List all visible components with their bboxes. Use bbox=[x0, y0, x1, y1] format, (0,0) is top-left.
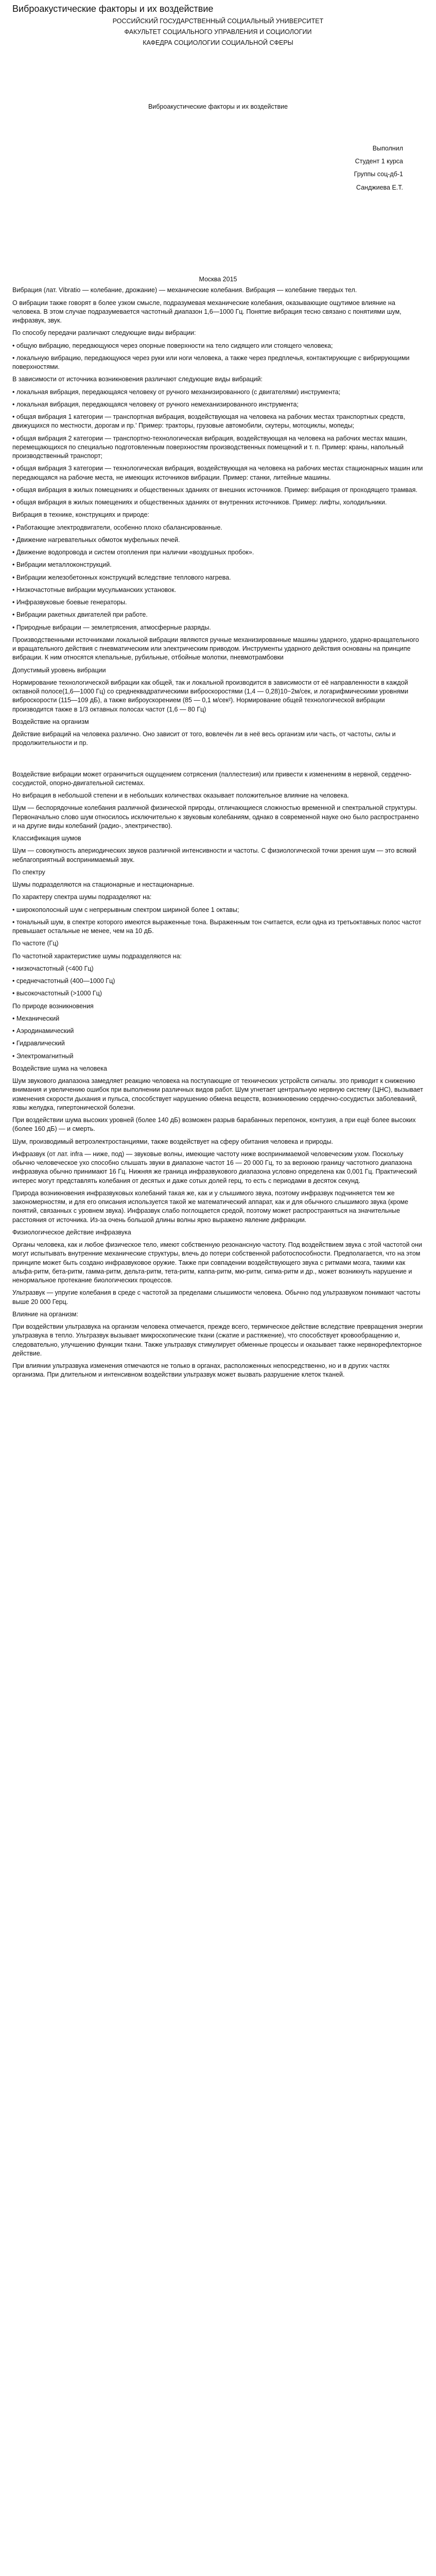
cover-header bbox=[12, 16, 424, 48]
spacer bbox=[12, 752, 424, 770]
section-heading: Вибрация в технике, конструкциях и природе: bbox=[12, 511, 149, 519]
list-item: • общая вибрация 3 категории — технологическая вибрация, воздействующая на человека на рабочих местах стационарных машин или передающаяся на рабочие места, не имеющих источников вибрации. Пример: станки, литейные машины. bbox=[12, 465, 423, 481]
list-item: • Низкочастотные вибрации мусульманских установок. bbox=[12, 586, 177, 594]
paragraph: При воздействии шума высоких уровней (более 140 дБ) возможен разрыв барабанных перепонок, контузия, а при ещё более высоких (более 160 дБ) — и смерть. bbox=[12, 1116, 416, 1133]
performed-by-label: Выполнил bbox=[372, 144, 403, 152]
paragraph: В зависимости от источника возникновения различают следующие виды вибраций: bbox=[12, 376, 263, 383]
document-title: Виброакустические факторы и их воздействие bbox=[12, 4, 214, 14]
paragraph: Природа возникновения инфразвуковых колебаний такая же, как и у слышимого звука, поэтому инфразвук подчиняется тем же закономерностям, и для его описания используется такой же математический аппарат, как и для обычного слышимого звука (кроме понятий, связанных с уровнем звука). Инфразвук слабо поглощается средой, поэтому может распространяться на значительные расстояния от источника. Из-за очень большой длины волны ярко выражено явление дифракции. bbox=[12, 1189, 409, 1224]
list-item: • Электромагнитный bbox=[12, 1052, 74, 1060]
paragraph: По характеру спектра шумы подразделяют на: bbox=[12, 893, 152, 901]
list-item: • общая вибрация 1 категории — транспортная вибрация, воздействующая на человека на рабочих местах транспортных средств, движущихся по местности, дорогам и пр.' Пример: тракторы, грузовые автомобили, скутеры, мотоциклы, мопеды; bbox=[12, 413, 405, 430]
paragraph: При воздействии ультразвука на организм человека отмечается, прежде всего, термическое действие вследствие превращения энергии ультразвука в тепло. Ультразвук вызывает микроскопические ткани (сжатие и растяжение), что способствует кровообращению и, следовательно, улучшению функции ткани. Также ультразвук стимулирует обменные процессы и оказывает также нервнорефлекторное действие. bbox=[12, 1323, 423, 1357]
list-item: • Вибрации железобетонных конструкций вследствие теплового нагрева. bbox=[12, 573, 231, 581]
section-heading: Воздействие на организм bbox=[12, 718, 89, 725]
section-heading: Влияние на организм: bbox=[12, 1310, 78, 1318]
section-heading: Физиологическое действие инфразвука bbox=[12, 1228, 131, 1236]
paragraph: Шум — беспорядочные колебания различной физической природы, отличающиеся сложностью временной и спектральной структуры. Первоначально слово шум относилось исключительно к звуковым колебаниям, однако в современной науке оно было распространено и на другие виды колебаний (радио-, электричество). bbox=[12, 804, 419, 829]
list-item: • тональный шум, в спектре которого имеются выраженные тона. Выраженным тон считается, если одна из третьоктавных полос частот превышает остальные не менее, чем на 10 дБ. bbox=[12, 918, 422, 935]
section-heading: По природе возникновения bbox=[12, 1002, 94, 1010]
list-item: • высокочастотный (>1000 Гц) bbox=[12, 990, 102, 997]
list-item: • Вибрации металлоконструкций. bbox=[12, 561, 112, 569]
section-heading: По частоте (Гц) bbox=[12, 940, 59, 947]
document-body bbox=[12, 286, 424, 1379]
list-item: • широкополосный шум с непрерывным спектром шириной более 1 октавы; bbox=[12, 906, 239, 913]
faculty-name: ФАКУЛЬТЕТ СОЦИАЛЬНОГО УПРАВЛЕНИЯ И СОЦИОЛОГИИ bbox=[124, 28, 312, 36]
list-item: • Движение нагревательных обмоток муфельных печей. bbox=[12, 536, 180, 544]
list-item: • локальную вибрацию, передающуюся через руки или ноги человека, а также через предплечья, контактирующие с вибрирующими поверхностями. bbox=[12, 354, 410, 371]
paragraph: Нормирование технологической вибрации как общей, так и локальной производится в зависимости от её направленности в каждой октавной полосе(1,6—1000 Гц) со среднеквадратическими виброскоростями (1,4 — 0,28)10−2м/сек, и логарифмическими уровнями виброскорости (115—109 дБ), а также виброускорением (85 — 0,1 м/сек²). Нормирование общей технологической вибрации производится также в 1/3 октавных полосах частот (1,6 — 80 Гц) bbox=[12, 679, 409, 713]
paragraph: Но вибрация в небольшой степени и в небольших количествах оказывает положительное влияние на человека. bbox=[12, 792, 349, 800]
paragraph: Шумы подразделяются на стационарные и нестационарные. bbox=[12, 881, 195, 889]
author-block bbox=[12, 144, 424, 193]
paragraph: Воздействие вибрации может ограничиться ощущением сотрясения (паллестезия) или привести к изменениям в нервной, сердечно-сосудистой, опорно-двигательной системах. bbox=[12, 770, 412, 787]
list-item: • локальная вибрация, передающаяся человеку от ручного механизированного (с двигателями) инструмента; bbox=[12, 388, 341, 396]
paragraph: Действие вибраций на человека различно. Оно зависит от того, вовлечён ли в неё весь организм или часть, от частоты, силы и продолжительности и пр. bbox=[12, 731, 396, 747]
paragraph: Органы человека, как и любое физическое тело, имеют собственную резонансную частоту. Под воздействием звука с этой частотой они могут испытывать внутренние механические структуры, влечь до потери собственной работоспособности. Предполагается, что на этом принципе может быть создано инфразвуковое оружие. Также при совпадении воздействующего звука с ритмами мозга, такими как альфа-ритм, бета-ритм, гамма-ритм, дельта-ритм, тета-ритм, каппа-ритм, мю-ритм, сигма-ритм и др., может возникнуть нарушение и ненормальное протекание биологических процессов. bbox=[12, 1241, 422, 1284]
cover-subtitle: Виброакустические факторы и их воздействие bbox=[148, 103, 288, 111]
list-item: • общая вибрация 2 категории — транспортно-технологическая вибрация, воздействующая на человека на рабочих местах машин, перемещающихся по специально подготовленным поверхностям производственных помещений и т. п. Пример: краны, напольный производственный транспорт; bbox=[12, 434, 407, 460]
paragraph: По частотной характеристике шумы подразделяются на: bbox=[12, 952, 182, 960]
list-item: • общая вибрация в жилых помещениях и общественных зданиях от внутренних источников. Пример: лифты, холодильники. bbox=[12, 499, 387, 506]
list-item: • среднечастотный (400—1000 Гц) bbox=[12, 977, 115, 985]
author-name: Санджиева Е.Т. bbox=[356, 183, 403, 191]
paragraph: При влиянии ультразвука изменения отмечаются не только в органах, расположенных непосредственно, но и в других частях организма. При длительном и интенсивном воздействии ультразвук может вызвать разрушение клеток тканей. bbox=[12, 1362, 390, 1379]
list-item: • Природные вибрации — землетрясения, атмосферные разряды. bbox=[12, 623, 211, 631]
list-item: • общую вибрацию, передающуюся через опорные поверхности на тело сидящего или стоящего человека; bbox=[12, 342, 333, 349]
document-page bbox=[0, 3, 436, 1404]
paragraph: Вибрация (лат. Vibratio — колебание, дрожание) — механические колебания. Вибрация — колебание твердых тел. bbox=[12, 286, 357, 294]
list-item: • локальная вибрация, передающаяся человеку от ручного немеханизированного инструмента; bbox=[12, 400, 299, 408]
student-group: Группы соц-дб-1 bbox=[354, 171, 403, 178]
list-item: • Механический bbox=[12, 1014, 60, 1022]
list-item: • Работающие электродвигатели, особенно плохо сбалансированные. bbox=[12, 523, 222, 531]
list-item: • общая вибрация в жилых помещениях и общественных зданиях от внешних источников. Пример: вибрация от проходящего трамвая. bbox=[12, 486, 417, 494]
city-year: Москва 2015 bbox=[199, 276, 237, 283]
section-heading: Допустимый уровень вибрации bbox=[12, 666, 106, 674]
paragraph: Производственными источниками локальной вибрации являются ручные механизированные машины ударного, ударно-вращательного и вращательного действия с пневматическим или электрическим приводом. Инструменты ударного действия основаны на принципе вибрации. К ним относятся клепальные, рубильные, отбойные молотки, пневмотрамбовки bbox=[12, 636, 419, 662]
department-name: КАФЕДРА СОЦИОЛОГИИ СОЦИАЛЬНОЙ СФЕРЫ bbox=[143, 39, 293, 46]
paragraph: По способу передачи различают следующие виды вибрации: bbox=[12, 329, 196, 337]
list-item: • Инфразвуковые боевые генераторы. bbox=[12, 599, 127, 606]
section-heading: По спектру bbox=[12, 868, 45, 876]
list-item: • Вибрации ракетных двигателей при работе. bbox=[12, 611, 148, 619]
list-item: • Аэродинамический bbox=[12, 1027, 74, 1035]
paragraph: Инфразвук (от лат. infra — ниже, под) — звуковые волны, имеющие частоту ниже воспринимаемой человеческим ухом. Поскольку обычно человеческое ухо способно слышать звуки в диапазоне частот 16 — 20 000 Гц, то за верхнюю границу частотного диапазона инфразвука обычно принимают 16 Гц. Нижняя же граница инфразвукового диапазона условно определена как 0,001 Гц. Практический интерес могут представлять колебания от десятых и даже сотых долей герц, то есть с периодами в десяток секунд. bbox=[12, 1150, 417, 1184]
list-item: • Движение водопровода и систем отопления при наличии «воздушных пробок». bbox=[12, 549, 254, 556]
paragraph: Шум звукового диапазона замедляет реакцию человека на поступающие от технических устройств сигналы. это приводит к снижению внимания и увеличению ошибок при выполнении различных видов работ. Шум угнетает центральную нервную систему (ЦНС), вызывает изменения скорости дыхания и пульса, способствует нарушению обмена веществ, возникновению сердечно-сосудистых заболеваний, язвы желудка, гипертонической болезни. bbox=[12, 1077, 423, 1111]
paragraph: Шум — совокупность апериодических звуков различной интенсивности и частоты. С физиологической точки зрения шум — это всякий неблагоприятный воспринимаемый звук. bbox=[12, 847, 416, 863]
paragraph: Ультразвук — упругие колебания в среде с частотой за пределами слышимости человека. Обычно под ультразвуком понимают частоты выше 20 000 Герц. bbox=[12, 1289, 421, 1306]
paragraph: О вибрации также говорят в более узком смысле, подразумевая механические колебания, оказывающие ощутимое влияние на человека. В этом случае подразумевается частотный диапазон 1,6—1000 Гц. Понятие вибрация тесно связано с понятиями шум, инфразвук, звук. bbox=[12, 299, 402, 325]
student-course: Студент 1 курса bbox=[355, 157, 403, 165]
list-item: • низкочастотный (<400 Гц) bbox=[12, 964, 94, 972]
paragraph: Шум, производимый ветроэлектростанциями, также воздействует на сферу обитания человека и природы. bbox=[12, 1138, 334, 1145]
section-heading: Воздействие шума на человека bbox=[12, 1064, 107, 1072]
section-heading: Классификация шумов bbox=[12, 835, 81, 842]
university-name: РОССИЙСКИЙ ГОСУДАРСТВЕННЫЙ СОЦИАЛЬНЫЙ УНИВЕРСИТЕТ bbox=[112, 18, 324, 25]
list-item: • Гидравлический bbox=[12, 1040, 65, 1047]
